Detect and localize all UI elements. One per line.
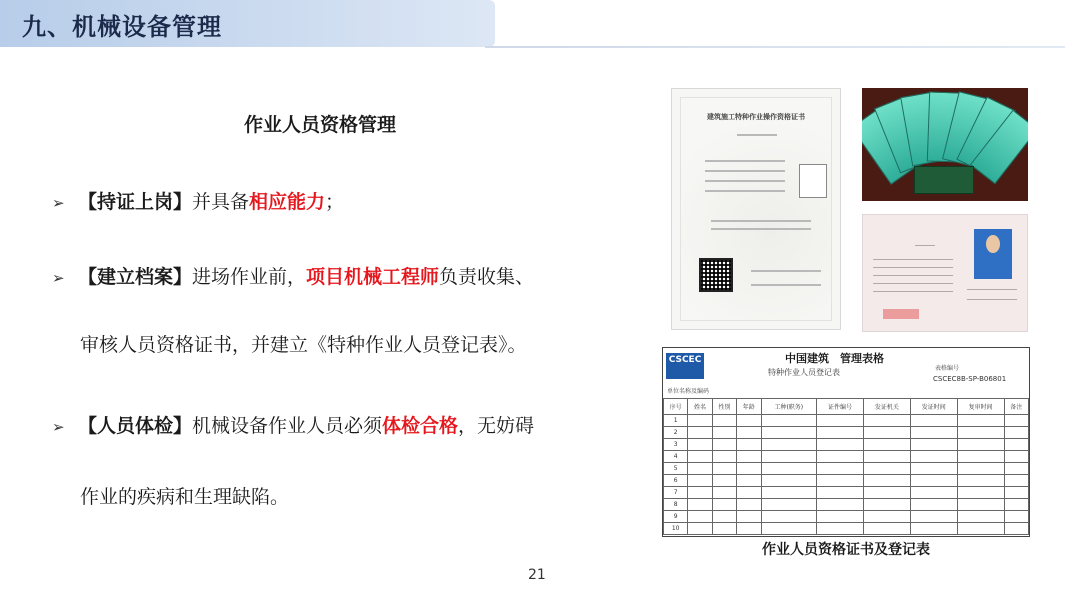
form-column-header: 备注 [1004,399,1028,415]
bullet-highlight: 相应能力 [249,191,326,213]
page-number: 21 [528,567,546,583]
row-number: 6 [664,475,688,487]
table-row [664,475,1029,487]
image-caption: 作业人员资格证书及登记表 [762,542,930,558]
form-column-header: 序号 [664,399,688,415]
certificate-text-line [751,270,821,272]
id-text-line [967,289,1017,290]
table-row [664,463,1029,475]
table-row [664,487,1029,499]
table-row [664,511,1029,523]
form-column-header: 年龄 [737,399,761,415]
form-column-header: 发证时间 [910,399,957,415]
bullet-item-3 [52,411,534,438]
row-number: 7 [664,487,688,499]
arrow-bullet-icon: ➢ [52,418,65,436]
photo-placeholder [799,164,827,198]
certificate-text-line [751,284,821,286]
bullet-text: 负责收集、 [439,266,535,288]
bullet-continuation: 作业的疾病和生理缺陷。 [80,486,290,508]
id-text-line [873,275,953,276]
stamp-mark [883,309,919,319]
form-column-header: 性别 [712,399,736,415]
form-subheading: 特种作业人员登记表 [768,368,840,377]
table-row [664,427,1029,439]
id-text-line [873,291,953,292]
bullet-text: ； [325,191,345,213]
certificate-border [680,97,832,321]
certificate-booklet [914,166,974,194]
certificate-text-line [737,134,777,136]
qr-code-icon [699,258,733,292]
bullet-highlight: 体检合格 [382,415,459,437]
table-row [664,451,1029,463]
row-number: 8 [664,499,688,511]
form-column-header: 复审时间 [957,399,1004,415]
form-grid [663,398,1029,535]
row-number: 3 [664,439,688,451]
bullet-item-2 [52,262,534,289]
id-text-line [967,299,1017,300]
id-document-photo [862,214,1028,332]
id-text-line [915,245,935,246]
bullet-text: 并具备 [192,191,250,213]
id-text-line [873,259,953,260]
table-row [664,523,1029,535]
bullet-text: 进场作业前， [192,266,307,288]
form-code-label: 表格编号 [935,365,960,372]
form-column-header: 发证机关 [863,399,910,415]
row-number: 9 [664,511,688,523]
form-heading: 中国建筑 管理表格 [785,352,884,365]
form-column-header: 证件编号 [817,399,864,415]
certificate-text-line [705,170,785,172]
certificate-title: 建筑施工特种作业操作资格证书 [707,113,805,121]
certificate-text-line [705,160,785,162]
certificate-image [671,88,841,330]
bullet-highlight: 项目机械工程师 [306,266,440,288]
bullet-text: ，无妨碍 [458,415,535,437]
form-unit-label: 单位名称及编码 [667,388,710,395]
row-number: 10 [664,523,688,535]
table-row [664,415,1029,427]
form-header-row [664,399,1029,415]
certificate-text-line [711,220,811,222]
form-column-header: 姓名 [688,399,712,415]
header-divider [485,46,1065,48]
row-number: 4 [664,451,688,463]
bullet-tag: 【建立档案】 [78,266,193,288]
row-number: 1 [664,415,688,427]
arrow-bullet-icon: ➢ [52,194,65,212]
id-text-line [873,267,953,268]
bullet-text: 机械设备作业人员必须 [192,415,383,437]
certificate-cards-photo [862,88,1028,201]
certificate-text-line [711,228,811,230]
arrow-bullet-icon: ➢ [52,269,65,287]
table-row [664,439,1029,451]
bullet-item-1 [52,187,344,214]
section-title: 九、机械设备管理 [22,13,222,41]
table-row [664,499,1029,511]
bullet-tag: 【持证上岗】 [78,191,193,213]
certificate-text-line [705,190,785,192]
form-column-header: 工种(职务) [761,399,817,415]
bullet-tag: 【人员体检】 [78,415,193,437]
bullet-continuation: 审核人员资格证书，并建立《特种作业人员登记表》。 [80,334,527,356]
id-text-line [873,283,953,284]
row-number: 2 [664,427,688,439]
form-code: CSCEC8B-SP-B06801 [933,375,1007,383]
header-bar [0,0,495,47]
registration-form-image [662,347,1030,537]
row-number: 5 [664,463,688,475]
cscec-logo: CSCEC [666,353,704,379]
slide-subtitle: 作业人员资格管理 [244,114,397,136]
portrait-face [986,235,1000,253]
certificate-text-line [705,180,785,182]
